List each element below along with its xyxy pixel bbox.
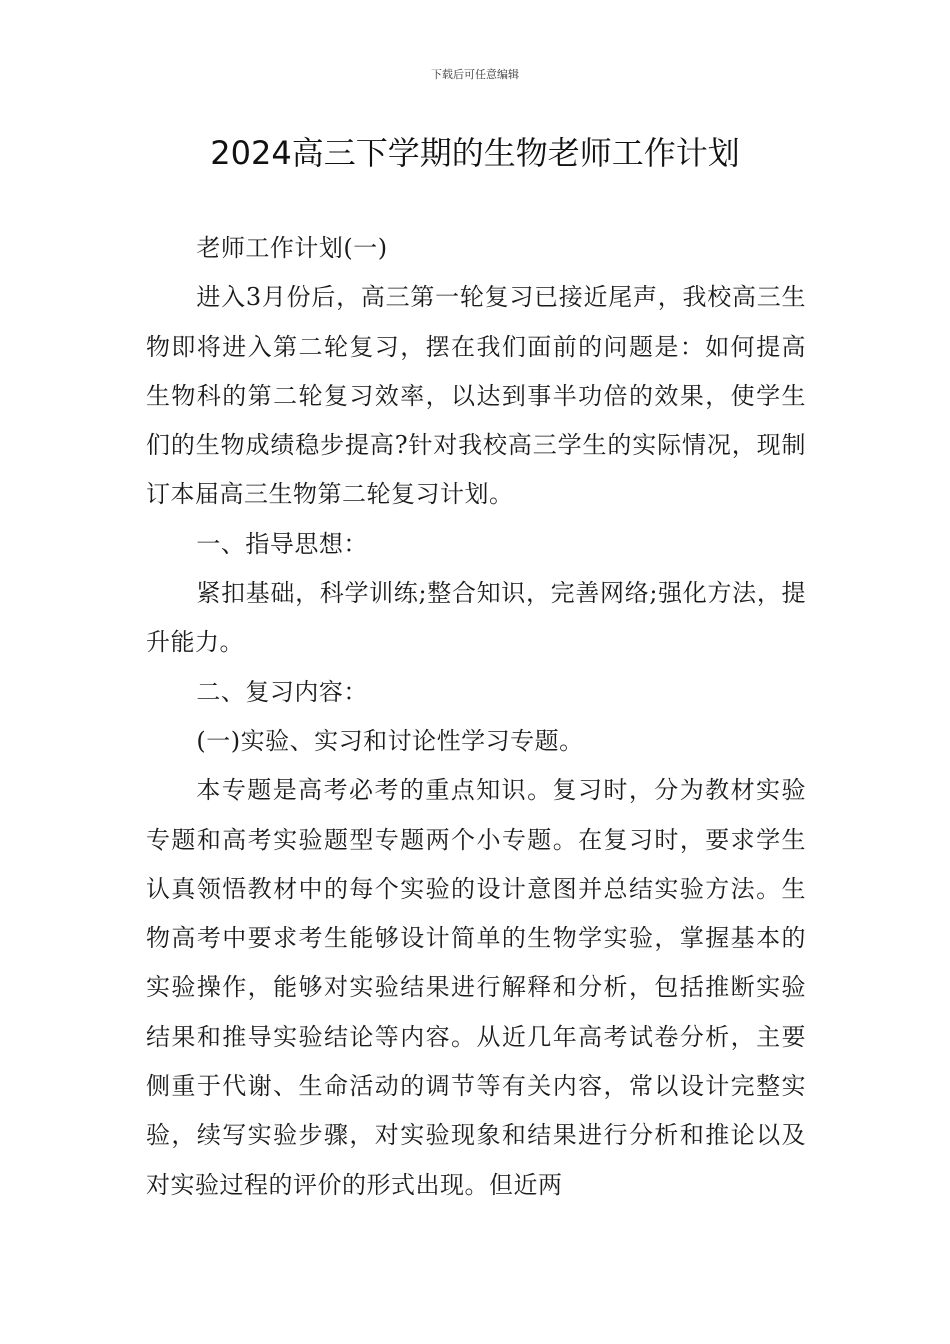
- section-heading-review-content: 二、复习内容：: [196, 677, 368, 706]
- document-body: [146, 224, 806, 1210]
- header-note: 下载后可任意编辑: [431, 68, 519, 81]
- paragraph-intro: 进入3月份后，高三第一轮复习已接近尾声，我校高三生物即将进入第二轮复习，摆在我们面前的问题是：如何提高生物科的第二轮复习效率，以达到事半功倍的效果，使学生们的生物成绩稳步提高?针对我校高三学生的实际情况，现制订本届高三生物第二轮复习计划。: [146, 283, 806, 509]
- paragraph-guiding-thought: 紧扣基础，科学训练;整合知识，完善网络;强化方法，提升能力。: [146, 579, 806, 657]
- paragraph-experiment: 本专题是高考必考的重点知识。复习时，分为教材实验专题和高考实验题型专题两个小专题。在复习时，要求学生认真领悟教材中的每个实验的设计意图并总结实验方法。生物高考中要求考生能够设计简单的生物学实验，掌握基本的实验操作，能够对实验结果进行解释和分析，包括推断实验结果和推导实验结论等内容。从近几年高考试卷分析，主要侧重于代谢、生命活动的调节等有关内容，常以设计完整实验，续写实验步骤，对实验现象和结果进行分析和推论以及对实验过程的评价的形式出现。但近两: [146, 776, 806, 1199]
- section-heading-guiding-thought: 一、指导思想：: [196, 529, 368, 558]
- subsection-heading-experiment: (一)实验、实习和讨论性学习专题。: [196, 726, 584, 755]
- section-heading-plan-one: 老师工作计划(一): [196, 234, 388, 262]
- document-title: 2024高三下学期的生物老师工作计划: [210, 134, 740, 172]
